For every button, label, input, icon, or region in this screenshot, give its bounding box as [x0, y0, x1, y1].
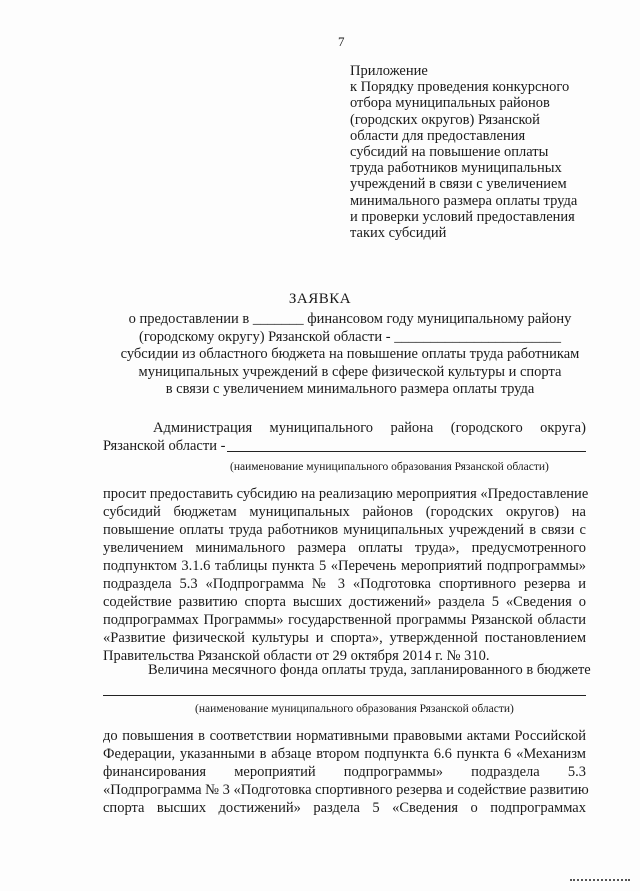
paragraph-line: содействие развитию спорта высших достижений» раздела 5 «Сведения о	[103, 594, 586, 610]
appendix-line: таких субсидий	[350, 225, 447, 242]
appendix-line: Приложение	[350, 63, 428, 79]
field-caption: (наименование муниципального образования Рязанской области)	[230, 461, 549, 473]
admin-word: Администрация	[153, 420, 253, 436]
field-caption: (наименование муниципального образования Рязанской области)	[195, 703, 514, 715]
admin-word: муниципального	[269, 420, 374, 436]
appendix-line: учреждений в связи с увеличением	[350, 176, 567, 193]
subtitle-line: муниципальных учреждений в сфере физической культуры и спорта	[138, 363, 562, 380]
paragraph-line: повышение оплаты труда работников муниципальных учреждений в связи с	[103, 522, 586, 538]
paragraph-line: финансирования мероприятий подпрограммы» подраздела 5.3	[103, 764, 586, 780]
paragraph-line: спорта высших достижений» раздела 5 «Сведения о подпрограммах	[103, 800, 586, 816]
tail-paragraph	[103, 727, 589, 817]
appendix-header	[350, 63, 610, 241]
paragraph-line: подраздела 5.3 «Подпрограмма № 3 «Подготовка спортивного резерва и	[103, 576, 586, 592]
paragraph-line: подпунктом 3.1.6 таблицы пункта 5 «Перечень мероприятий подпрограммы»	[103, 558, 586, 574]
appendix-line: минимального размера оплаты труда	[350, 192, 578, 209]
region-prefix: Рязанской области -	[103, 438, 226, 454]
admin-word: (городского	[450, 420, 523, 436]
appendix-line: труда работников муниципальных	[350, 160, 562, 177]
admin-word: района	[390, 420, 434, 436]
appendix-line: субсидий на повышение оплаты	[350, 144, 549, 161]
administration-block	[103, 419, 586, 455]
paragraph-line: «Подпрограмма № 3 «Подготовка спортивного резерва и содействие развитию	[103, 782, 589, 798]
paragraph-line: подпрограммах Программы» государственной программы Рязанской области	[103, 612, 586, 628]
paragraph-line: Федерации, указанными в абзаце втором подпункта 6.6 пункта 6 «Механизм	[103, 746, 586, 762]
appendix-line: отбора муниципальных районов	[350, 95, 550, 112]
paragraph-line: «Развитие физической культуры и спорта», утвержденной постановлением	[103, 630, 586, 646]
fill-in-rule	[227, 451, 586, 452]
subtitle-line: субсидии из областного бюджета на повышение оплаты труда работникам	[120, 346, 580, 362]
fund-line: Величина месячного фонда оплаты труда, запланированного в бюджете	[148, 662, 591, 678]
paragraph-line: до повышения в соответствии нормативными правовыми актами Российской	[103, 728, 586, 744]
scan-artifact	[570, 879, 630, 885]
appendix-line: области для предоставления	[350, 127, 526, 144]
administration-line	[103, 419, 586, 437]
main-paragraph	[103, 485, 589, 665]
paragraph-line: просит предоставить субсидию на реализацию мероприятия «Предоставление	[103, 486, 589, 502]
paragraph-line: увеличением минимального размера оплаты труда», предусмотренного	[103, 540, 586, 556]
fill-in-rule	[103, 695, 586, 696]
subtitle-line: о предоставлении в _______ финансовом году муниципальному району	[128, 311, 572, 327]
paragraph-line: субсидий бюджетам муниципальных районов (городских округов) на	[103, 504, 586, 520]
region-name-line	[103, 437, 586, 455]
appendix-line: и проверки условий предоставления	[350, 208, 575, 225]
subtitle-line: (городскому округу) Рязанской области - _______________________	[139, 328, 561, 345]
appendix-line: (городских округов) Рязанской	[350, 111, 540, 128]
subtitle-line: в связи с увеличением минимального размера оплаты труда	[165, 381, 535, 397]
document-subtitle	[100, 311, 600, 399]
page-number: 7	[338, 34, 345, 49]
document-title: ЗАЯВКА	[288, 291, 352, 307]
fund-paragraph	[103, 661, 591, 679]
admin-word: округа)	[540, 420, 586, 436]
appendix-line: к Порядку проведения конкурсного	[350, 79, 570, 96]
paragraph-line: Правительства Рязанской области от 29 октября 2014 г. № 310.	[103, 648, 490, 664]
